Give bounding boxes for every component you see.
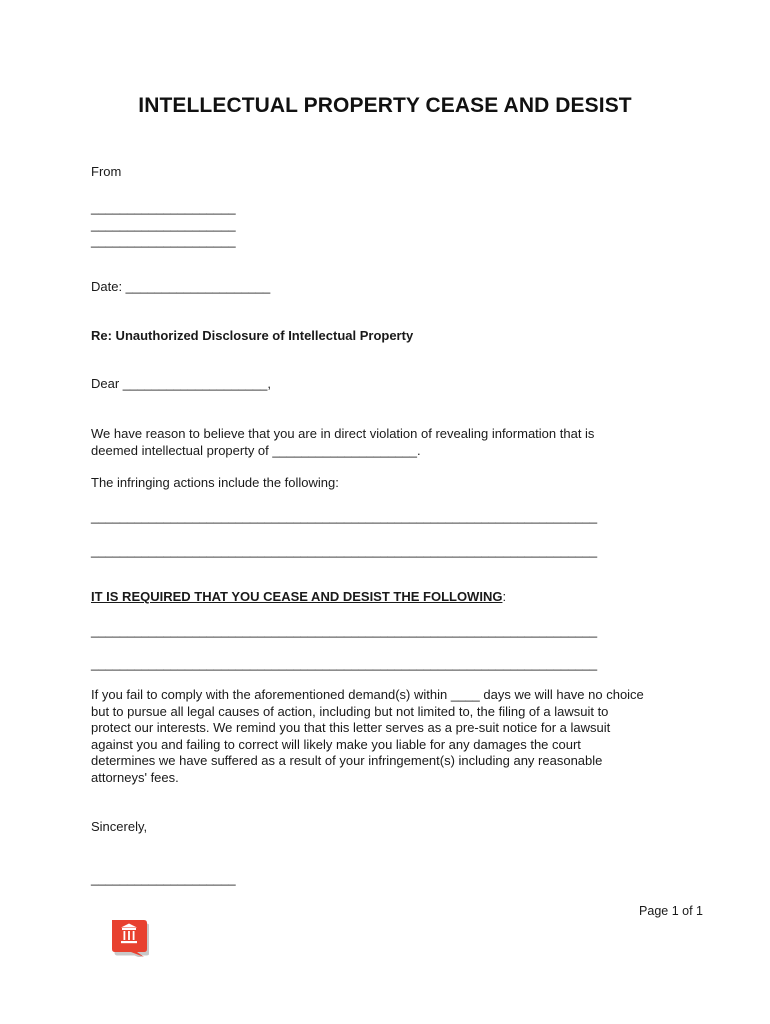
- from-label: From: [91, 164, 122, 179]
- required-heading: IT IS REQUIRED THAT YOU CEASE AND DESIST THE FOLLOWING: [91, 589, 503, 604]
- infringing-label: The infringing actions include the following:: [91, 475, 339, 490]
- comply-paragraph-line-3: protect our interests. We remind you that this letter serves as a pre-suit notice for a lawsuit: [91, 720, 611, 735]
- comply-paragraph-line-1: If you fail to comply with the aforementioned demand(s) within ____ days we will have no choice: [91, 687, 644, 702]
- comply-paragraph-line-2: but to pursue all legal causes of action, including but not limited to, the filing of a lawsuit to: [91, 703, 609, 719]
- page-number: Page 1 of 1: [639, 904, 703, 918]
- date-line: Date: ____________________: [91, 279, 271, 294]
- required-blank-2: ______________________________________________________________________: [91, 656, 598, 671]
- comply-paragraph-line-4: against you and failing to correct will likely make you liable for any damages the court: [91, 736, 581, 752]
- comply-paragraph-line-5: determines we have suffered as a result of your infringement(s) including any reasonable: [91, 753, 603, 768]
- intro-paragraph-line-2: deemed intellectual property of ____________________.: [91, 442, 421, 458]
- infringing-blank-1: ______________________________________________________________________: [91, 509, 598, 524]
- from-blank-line-1: ____________________: [91, 200, 236, 215]
- document-title: INTELLECTUAL PROPERTY CEASE AND DESIST: [138, 94, 632, 117]
- comply-paragraph: [91, 687, 701, 786]
- required-blank-1: ______________________________________________________________________: [91, 623, 598, 638]
- signature-blank-line: ____________________: [91, 871, 236, 886]
- from-blank-line-2: ____________________: [91, 217, 236, 232]
- required-heading-row: [91, 589, 506, 605]
- from-blank-line-3: ____________________: [91, 233, 236, 248]
- comply-paragraph-line-6: attorneys' fees.: [91, 769, 179, 785]
- intro-paragraph-line-1: We have reason to believe that you are in direct violation of revealing information that is: [91, 426, 595, 441]
- salutation-line: Dear ____________________,: [91, 376, 272, 391]
- required-heading-colon: :: [502, 589, 507, 604]
- closing-line: Sincerely,: [91, 819, 148, 834]
- intro-paragraph: [91, 426, 701, 459]
- infringing-blank-2: ______________________________________________________________________: [91, 543, 598, 558]
- re-line: Re: Unauthorized Disclosure of Intellectual Property: [91, 328, 414, 343]
- document-app-logo-icon: [109, 917, 149, 957]
